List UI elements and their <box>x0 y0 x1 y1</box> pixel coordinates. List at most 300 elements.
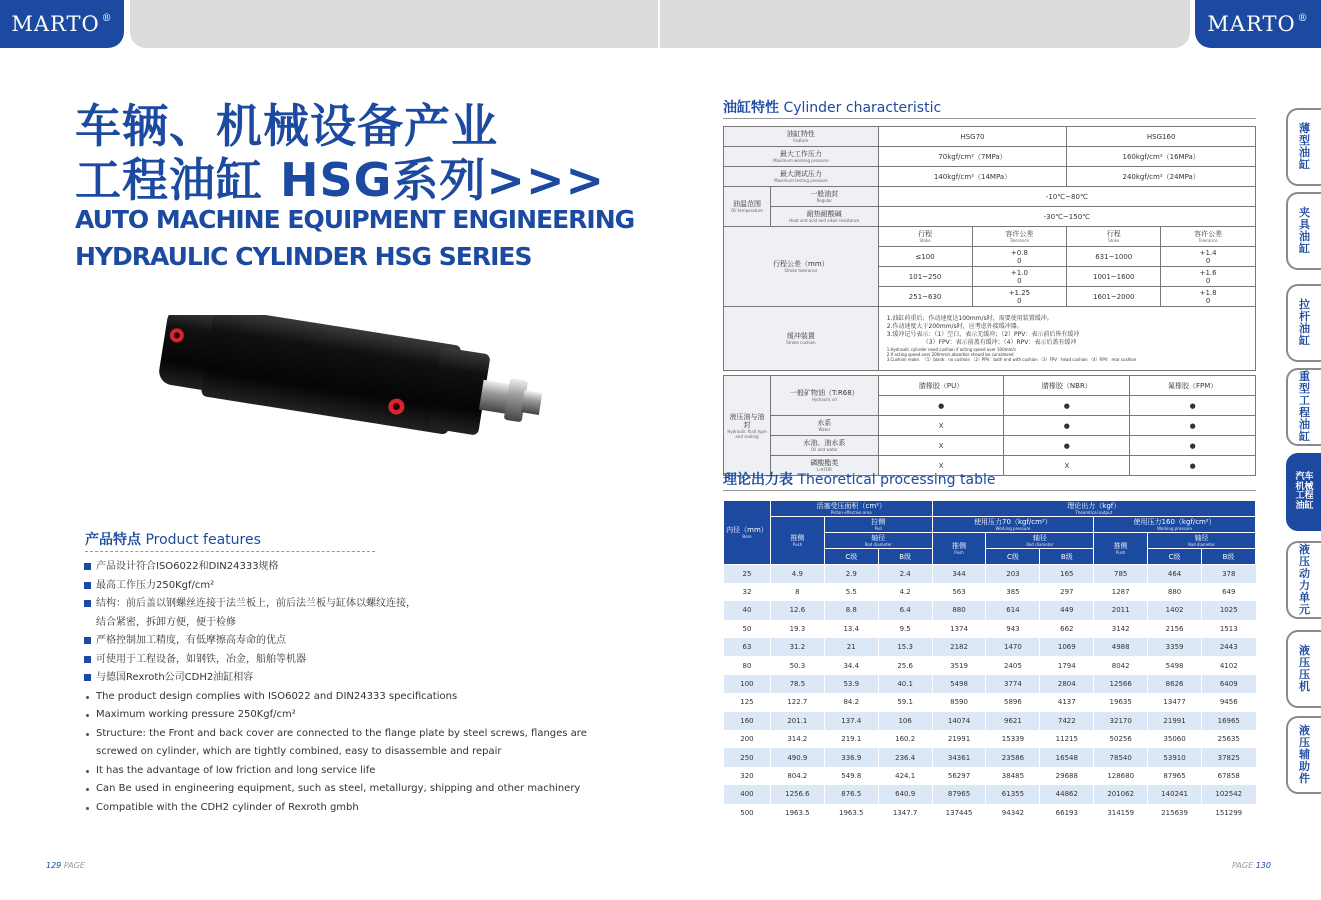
table-cell: 160 <box>724 712 771 730</box>
table-cell: 9621 <box>986 712 1040 730</box>
page-word: PAGE <box>1232 861 1254 870</box>
tab-clamp-cylinder[interactable]: 夹具油缸 <box>1286 192 1321 270</box>
table-cell: 40 <box>724 601 771 619</box>
grade-b-header: B级 <box>878 549 932 565</box>
table-row <box>724 436 1256 456</box>
table-cell: 25.6 <box>878 656 932 674</box>
stroke-cell: 631~1000 <box>1067 247 1161 267</box>
table-cell: 7422 <box>1040 712 1094 730</box>
title-en-line2: HYDRAULIC CYLINDER HSG SERIES <box>75 242 532 271</box>
max-work-70: 70kgf/cm²（7MPa） <box>878 147 1067 167</box>
feature-en-item: The product design complies with ISO6022 and DIN24333 specifications <box>84 688 644 707</box>
table-cell: 344 <box>932 565 986 583</box>
tolerance-cell: +0.8 0 <box>972 247 1067 267</box>
stroke-label: 行程公差（mm） Stroke tolerance <box>724 227 879 307</box>
feature-en-item: Maximum working pressure 250Kgf/cm² <box>84 706 644 725</box>
table-cell: 34361 <box>932 748 986 766</box>
characteristic-title-cn: 油缸特性 <box>723 100 779 116</box>
table-cell: 128680 <box>1094 767 1148 785</box>
characteristic-divider <box>723 118 1256 119</box>
table-cell: 56297 <box>932 767 986 785</box>
table-row <box>724 565 1256 583</box>
registered-mark: ® <box>101 12 113 24</box>
table-cell: 236.4 <box>878 748 932 766</box>
table-row <box>724 207 1256 227</box>
max-test-label: 最大测试压力 Maximum testing pressure <box>724 167 879 187</box>
fluid-type: 水油、油水系 Oil and water <box>770 436 878 456</box>
table-cell: 804.2 <box>770 767 824 785</box>
table-cell: 5498 <box>1148 656 1202 674</box>
compat-cell: ● <box>1004 416 1130 436</box>
table-cell: 563 <box>932 583 986 601</box>
stroke-header: 行程 Stoke <box>1067 227 1161 247</box>
table-cell: 490.9 <box>770 748 824 766</box>
table-cell: 549.8 <box>824 767 878 785</box>
compat-cell: ● <box>1004 436 1130 456</box>
area-header: 活塞受压面积（cm²） Piston effective area <box>770 501 932 517</box>
tolerance-header: 容许公差 Tolerance <box>972 227 1067 247</box>
feature-cn-item: 产品设计符合ISO6022和DIN24333规格 <box>84 558 644 577</box>
table-cell: 1402 <box>1148 601 1202 619</box>
theory-title-cn: 理论出力表 <box>723 472 793 488</box>
feature-en-item: Can Be used in engineering equipment, such as steel, metallurgy, shipping and other machinery <box>84 780 644 799</box>
table-row <box>724 583 1256 601</box>
table-cell: 29688 <box>1040 767 1094 785</box>
table-cell: 2182 <box>932 638 986 656</box>
table-cell: 37825 <box>1202 748 1256 766</box>
table-cell: 5896 <box>986 693 1040 711</box>
table-cell: 1963.5 <box>824 804 878 822</box>
table-cell: 122.7 <box>770 693 824 711</box>
oil-regular-label: 一般油封 Regular <box>770 187 878 207</box>
table-cell: 23586 <box>986 748 1040 766</box>
stroke-cell: 101~250 <box>878 267 972 287</box>
compat-cell: ● <box>1130 456 1256 476</box>
fluid-seal-table <box>723 375 1256 476</box>
table-cell: 8.8 <box>824 601 878 619</box>
table-cell: 94342 <box>986 804 1040 822</box>
table-cell: 19.3 <box>770 620 824 638</box>
table-cell: 25635 <box>1202 730 1256 748</box>
table-cell: 662 <box>1040 620 1094 638</box>
table-cell: 6409 <box>1202 675 1256 693</box>
seal-header: 氟橡胶（FPM） <box>1130 376 1256 396</box>
grade-c-header: C级 <box>824 549 878 565</box>
brand-logo-left <box>0 0 124 48</box>
feature-cn-item: 最高工作压力250Kgf/cm² <box>84 577 644 596</box>
feature-cn-item: 可使用于工程设备，如钢铁，冶金，船舶等机器 <box>84 651 644 670</box>
table-cell: 4988 <box>1094 638 1148 656</box>
fluid-label: 液压油与油封 Hydraulic fluid type and sealing <box>724 376 771 476</box>
table-cell: 50 <box>724 620 771 638</box>
grade-c-header: C级 <box>986 549 1040 565</box>
p70-header: 使用压力70（kgf/cm²） Working pressure <box>932 517 1094 533</box>
table-cell: 13477 <box>1148 693 1202 711</box>
characteristic-table <box>723 126 1256 371</box>
table-cell: 3519 <box>932 656 986 674</box>
table-cell: 2011 <box>1094 601 1148 619</box>
push-header: 推侧 Push <box>932 533 986 565</box>
page-number-left <box>46 861 85 870</box>
title-en-line1: AUTO MACHINE EQUIPMENT ENGINEERING <box>75 205 635 234</box>
features-title-cn: 产品特点 <box>85 532 141 548</box>
stroke-cell: ≤100 <box>878 247 972 267</box>
cushion-note: 3.缓冲记号表示：（1）空白，表示无缓冲；（2）PPV：表示前后皆有缓冲 <box>886 331 1080 338</box>
theory-divider <box>723 490 1256 491</box>
p160-header: 使用压力160（kgf/cm²） Working pressure <box>1094 517 1256 533</box>
table-cell: 125 <box>724 693 771 711</box>
table-cell: 200 <box>724 730 771 748</box>
table-cell: 1470 <box>986 638 1040 656</box>
table-row <box>724 601 1256 619</box>
tolerance-cell: +1.8 0 <box>1161 287 1256 307</box>
table-cell: 102542 <box>1202 785 1256 803</box>
table-cell: 9456 <box>1202 693 1256 711</box>
table-cell: 449 <box>1040 601 1094 619</box>
theory-table <box>723 500 1256 822</box>
table-cell: 53910 <box>1148 748 1202 766</box>
oil-temp-label: 油温范围 Oil temperature <box>724 187 771 227</box>
feature-cn-item: 结构：前后盖以钢螺丝连接于法兰板上，前后法兰板与缸体以螺纹连接， <box>84 595 644 614</box>
table-cell: 2.9 <box>824 565 878 583</box>
fluid-type: 磷酸酯类 L-HFDR <box>770 456 878 476</box>
table-cell: 78.5 <box>770 675 824 693</box>
grade-b-header: B级 <box>1202 549 1256 565</box>
compat-cell: ● <box>878 396 1004 416</box>
table-cell: 1347.7 <box>878 804 932 822</box>
table-row <box>724 638 1256 656</box>
table-cell: 1513 <box>1202 620 1256 638</box>
table-cell: 320 <box>724 767 771 785</box>
table-cell: 50.3 <box>770 656 824 674</box>
push-header: 推侧 Push <box>770 517 824 565</box>
table-cell: 3359 <box>1148 638 1202 656</box>
table-cell: 21991 <box>932 730 986 748</box>
table-row <box>724 167 1256 187</box>
table-cell: 250 <box>724 748 771 766</box>
theory-heading <box>723 469 995 489</box>
table-cell: 38485 <box>986 767 1040 785</box>
compat-cell: X <box>1004 456 1130 476</box>
table-cell: 35060 <box>1148 730 1202 748</box>
table-cell: 378 <box>1202 565 1256 583</box>
tolerance-cell: +1.25 0 <box>972 287 1067 307</box>
page-num: 129 <box>46 861 62 870</box>
table-cell: 1069 <box>1040 638 1094 656</box>
table-cell: 1794 <box>1040 656 1094 674</box>
table-cell: 1963.5 <box>770 804 824 822</box>
table-cell: 13.4 <box>824 620 878 638</box>
max-test-160: 240kgf/cm²（24MPa） <box>1067 167 1256 187</box>
table-row <box>724 416 1256 436</box>
stroke-cell: 251~630 <box>878 287 972 307</box>
table-row <box>724 748 1256 766</box>
oil-heat-value: -30℃~150℃ <box>878 207 1255 227</box>
table-cell: 880 <box>932 601 986 619</box>
table-cell: 19635 <box>1094 693 1148 711</box>
table-cell: 15339 <box>986 730 1040 748</box>
tolerance-header: 容许公差 Tolerance <box>1161 227 1256 247</box>
table-cell: 8626 <box>1148 675 1202 693</box>
fluid-type: 水系 Water <box>770 416 878 436</box>
table-cell: 25 <box>724 565 771 583</box>
max-work-160: 160kgf/cm²（16MPa） <box>1067 147 1256 167</box>
compat-cell: X <box>878 436 1004 456</box>
table-cell: 3142 <box>1094 620 1148 638</box>
table-cell: 215639 <box>1148 804 1202 822</box>
table-cell: 8 <box>770 583 824 601</box>
tolerance-cell: +1.0 0 <box>972 267 1067 287</box>
table-cell: 140241 <box>1148 785 1202 803</box>
table-cell: 2443 <box>1202 638 1256 656</box>
table-cell: 66193 <box>1040 804 1094 822</box>
compat-cell: ● <box>1130 416 1256 436</box>
table-cell: 87965 <box>932 785 986 803</box>
tab-hydraulic-press[interactable]: 液压压机 <box>1286 630 1321 708</box>
table-cell: 63 <box>724 638 771 656</box>
table-cell: 2804 <box>1040 675 1094 693</box>
rod-header: 轴径 Rod diameter <box>824 533 932 549</box>
table-cell: 1374 <box>932 620 986 638</box>
model-hsg70: HSG70 <box>878 127 1067 147</box>
table-cell: 2.4 <box>878 565 932 583</box>
characteristic-title-en: Cylinder characteristic <box>783 100 942 116</box>
table-cell: 151299 <box>1202 804 1256 822</box>
table-cell: 67858 <box>1202 767 1256 785</box>
table-cell: 2405 <box>986 656 1040 674</box>
table-cell: 1287 <box>1094 583 1148 601</box>
table-cell: 649 <box>1202 583 1256 601</box>
tab-auto-machine-cylinder[interactable]: 汽车机械工程油缸 <box>1286 453 1321 531</box>
table-cell: 31.2 <box>770 638 824 656</box>
table-cell: 50256 <box>1094 730 1148 748</box>
rod-header: 轴径 Rod diameter <box>1148 533 1256 549</box>
feature-en-item: Structure: the Front and back cover are connected to the flange plate by steel screws, flanges are <box>84 725 644 744</box>
stroke-cell: 1001~1600 <box>1067 267 1161 287</box>
table-row <box>724 501 1256 517</box>
brand-name: MARTO <box>1207 12 1296 36</box>
table-cell: 80 <box>724 656 771 674</box>
table-cell: 9.5 <box>878 620 932 638</box>
feature-cn-item: 严格控制加工精度，有低摩擦高寿命的优点 <box>84 632 644 651</box>
tolerance-cell: +1.4 0 <box>1161 247 1256 267</box>
table-cell: 15.3 <box>878 638 932 656</box>
tab-tie-rod-cylinder[interactable]: 拉杆油缸 <box>1286 284 1321 362</box>
table-cell: 160.2 <box>878 730 932 748</box>
table-row <box>724 307 1256 371</box>
table-cell: 5498 <box>932 675 986 693</box>
table-cell: 59.1 <box>878 693 932 711</box>
table-cell: 78540 <box>1094 748 1148 766</box>
table-cell: 4.9 <box>770 565 824 583</box>
cushion-label: 缓冲装置 Stroke cushion <box>724 307 879 371</box>
page-number-right <box>1232 861 1271 870</box>
bore-header: 内径（mm） Bore <box>724 501 771 565</box>
table-cell: 44862 <box>1040 785 1094 803</box>
grade-b-header: B级 <box>1040 549 1094 565</box>
table-row <box>724 693 1256 711</box>
table-cell: 201062 <box>1094 785 1148 803</box>
grade-c-header: C级 <box>1148 549 1202 565</box>
cushion-note: 2.作动速度大于200mm/s时，应考虑外接缓冲器。 <box>886 323 1023 330</box>
stroke-cell: 1601~2000 <box>1067 287 1161 307</box>
tab-power-unit[interactable]: 液压动力单元 <box>1286 541 1321 619</box>
registered-mark: ® <box>1297 12 1309 24</box>
table-cell: 4102 <box>1202 656 1256 674</box>
table-row <box>724 675 1256 693</box>
table-cell: 106 <box>878 712 932 730</box>
page-num: 130 <box>1255 861 1271 870</box>
table-cell: 880 <box>1148 583 1202 601</box>
compat-cell: ● <box>1004 396 1130 416</box>
rod-header: 轴径 Rod diameter <box>986 533 1094 549</box>
table-cell: 16548 <box>1040 748 1094 766</box>
table-cell: 40.1 <box>878 675 932 693</box>
tab-accessories[interactable]: 液压辅助件 <box>1286 716 1321 794</box>
oil-heat-label: 耐热耐酸碱 Heat and acid and alkali resistance <box>770 207 878 227</box>
table-cell: 53.9 <box>824 675 878 693</box>
force-header: 理论出力（kgf） Theoretical output <box>932 501 1255 517</box>
tab-heavy-cylinder[interactable]: 重型工程油缸 <box>1286 368 1321 446</box>
table-row <box>724 187 1256 207</box>
table-cell: 8590 <box>932 693 986 711</box>
table-cell: 4.2 <box>878 583 932 601</box>
title-cn-line1: 车辆、机械设备产业 <box>75 99 498 153</box>
tolerance-cell: +1.6 0 <box>1161 267 1256 287</box>
table-cell: 464 <box>1148 565 1202 583</box>
features-heading <box>85 529 261 549</box>
tab-thin-cylinder[interactable]: 薄型油缸 <box>1286 108 1321 186</box>
cushion-note: 1.油缸荷重后，作动速度达100mm/s时，需要使用装置缓冲。 <box>886 315 1053 322</box>
table-cell: 87965 <box>1148 767 1202 785</box>
feature-en-item: screwed on cylinder, which are tightly combined, easy to disassemble and repair <box>96 746 502 757</box>
table-row <box>724 620 1256 638</box>
table-cell: 21991 <box>1148 712 1202 730</box>
table-row <box>724 785 1256 803</box>
brand-name: MARTO <box>11 12 100 36</box>
cushion-note-en: 3.Cushion make：（1）blank：no cushion （2）PPV：both end with cushion （3）FPV：head cushion （4）RPV：rear cushion <box>886 357 1137 362</box>
table-cell: 4137 <box>1040 693 1094 711</box>
characteristic-heading <box>723 97 941 117</box>
table-row <box>724 517 1256 533</box>
table-row <box>724 147 1256 167</box>
feature-label: 油缸特性 Feature <box>724 127 879 147</box>
table-cell: 12566 <box>1094 675 1148 693</box>
table-row <box>724 227 1256 247</box>
table-cell: 500 <box>724 804 771 822</box>
theory-title-en: Theoretical processing table <box>797 472 996 488</box>
table-row <box>724 376 1256 396</box>
table-cell: 11215 <box>1040 730 1094 748</box>
table-cell: 785 <box>1094 565 1148 583</box>
table-cell: 336.9 <box>824 748 878 766</box>
feature-en-item: Compatible with the CDH2 cylinder of Rexroth gmbh <box>84 799 644 818</box>
cushion-note-en: 1.Hydraulic cylinder need cushion if acting speed over 100mm/s <box>886 347 1016 352</box>
table-cell: 100 <box>724 675 771 693</box>
seal-header: 腈橡胶（NBR） <box>1004 376 1130 396</box>
table-cell: 6.4 <box>878 601 932 619</box>
compat-cell: X <box>878 456 1004 476</box>
table-row <box>724 767 1256 785</box>
table-row <box>724 804 1256 822</box>
table-cell: 14074 <box>932 712 986 730</box>
title-cn-line2: 工程油缸 HSG系列>>> <box>75 153 606 207</box>
table-cell: 203 <box>986 565 1040 583</box>
feature-en-item: It has the advantage of low friction and long service life <box>84 762 644 781</box>
table-cell: 61355 <box>986 785 1040 803</box>
model-hsg160: HSG160 <box>1067 127 1256 147</box>
feature-cn-item: 与德国Rexroth公司CDH2油缸相容 <box>84 669 644 688</box>
table-cell: 314159 <box>1094 804 1148 822</box>
stroke-header: 行程 Stoke <box>878 227 972 247</box>
table-cell: 1025 <box>1202 601 1256 619</box>
table-cell: 640.9 <box>878 785 932 803</box>
brand-logo-right <box>1195 0 1321 48</box>
compat-cell: ● <box>1130 436 1256 456</box>
table-cell: 34.4 <box>824 656 878 674</box>
table-cell: 8042 <box>1094 656 1148 674</box>
table-cell: 32170 <box>1094 712 1148 730</box>
hydraulic-cylinder-image <box>150 315 550 445</box>
table-cell: 32 <box>724 583 771 601</box>
header-bar <box>130 0 1190 48</box>
cushion-notes <box>878 307 1255 371</box>
table-row <box>724 712 1256 730</box>
table-cell: 5.5 <box>824 583 878 601</box>
table-cell: 876.5 <box>824 785 878 803</box>
table-row <box>724 730 1256 748</box>
table-cell: 943 <box>986 620 1040 638</box>
cushion-note-en: 2.If acting speed over 200mm/s,absorber should be considered <box>886 352 1014 357</box>
table-cell: 1256.6 <box>770 785 824 803</box>
table-cell: 84.2 <box>824 693 878 711</box>
max-work-label: 最大工作压力 Maximum working pressure <box>724 147 879 167</box>
cushion-note: （3）FPV：表示前盖有缓冲；（4）RPV：表示后盖有缓冲 <box>922 339 1077 346</box>
table-cell: 12.6 <box>770 601 824 619</box>
table-row <box>724 656 1256 674</box>
table-cell: 424.1 <box>878 767 932 785</box>
features-list <box>84 558 644 817</box>
table-cell: 400 <box>724 785 771 803</box>
table-cell: 614 <box>986 601 1040 619</box>
max-test-70: 140kgf/cm²（14MPa） <box>878 167 1067 187</box>
push-header: 推侧 Push <box>1094 533 1148 565</box>
page-word: PAGE <box>63 861 85 870</box>
feature-cn-item: 结合紧密，拆卸方便，便于检修 <box>96 616 236 628</box>
table-cell: 165 <box>1040 565 1094 583</box>
table-cell: 201.1 <box>770 712 824 730</box>
table-cell: 314.2 <box>770 730 824 748</box>
table-cell: 137445 <box>932 804 986 822</box>
table-cell: 137.4 <box>824 712 878 730</box>
compat-cell: X <box>878 416 1004 436</box>
table-row <box>724 127 1256 147</box>
table-cell: 385 <box>986 583 1040 601</box>
table-cell: 2156 <box>1148 620 1202 638</box>
pull-header: 拉侧 Pull <box>824 517 932 533</box>
features-title-en: Product features <box>145 532 261 548</box>
table-cell: 3774 <box>986 675 1040 693</box>
oil-regular-value: -10℃~80℃ <box>878 187 1255 207</box>
features-divider <box>85 551 375 552</box>
fluid-type: 一般矿物油（T:R68） Hydraulic oil <box>770 376 878 416</box>
table-cell: 297 <box>1040 583 1094 601</box>
seal-header: 腈橡胶（PU） <box>878 376 1004 396</box>
table-cell: 219.1 <box>824 730 878 748</box>
compat-cell: ● <box>1130 396 1256 416</box>
table-cell: 16965 <box>1202 712 1256 730</box>
table-cell: 21 <box>824 638 878 656</box>
